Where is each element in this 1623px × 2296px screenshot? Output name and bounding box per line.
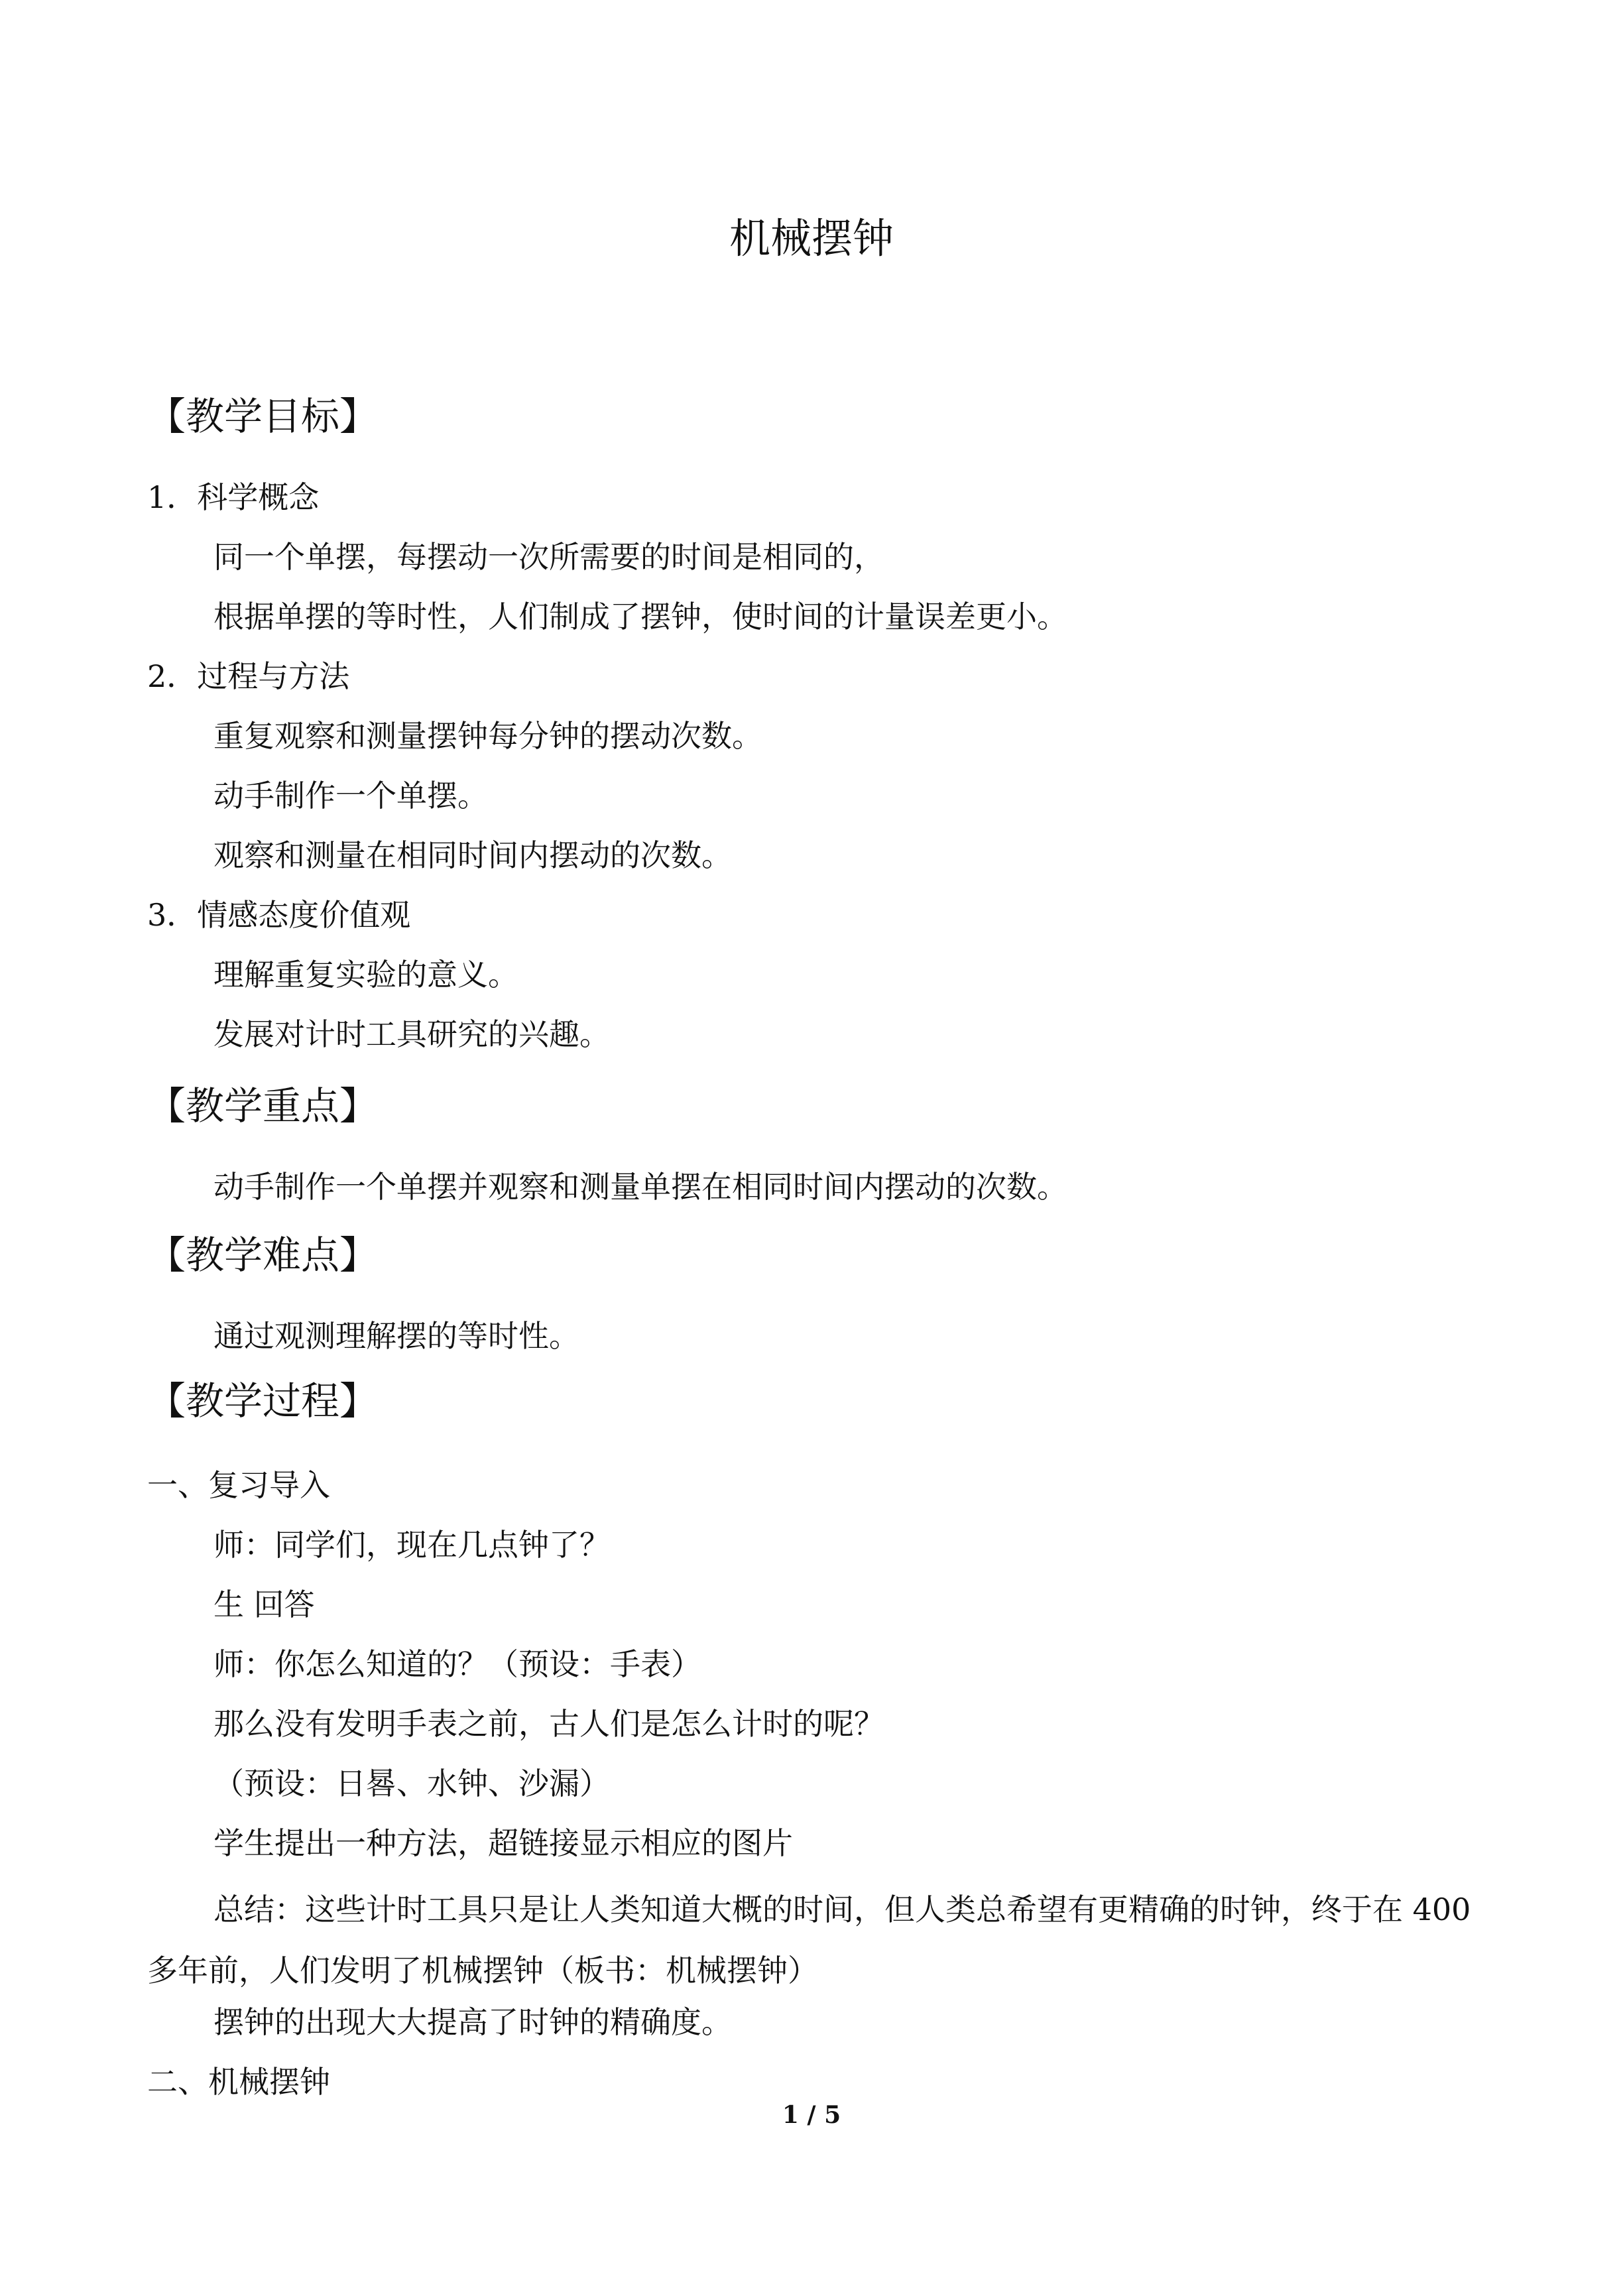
objective-2-line-3: 观察和测量在相同时间内摆动的次数。 <box>213 837 732 873</box>
section-heading-process: 【教学过程】 <box>147 1378 379 1423</box>
objective-label-1: 1．科学概念 <box>147 479 320 515</box>
objective-label-3: 3．情感态度价值观 <box>147 897 411 933</box>
key-points-text: 动手制作一个单摆并观察和测量单摆在相同时间内摆动的次数。 <box>213 1169 1067 1205</box>
objective-3-line-1: 理解重复实验的意义。 <box>213 957 518 993</box>
process-part2-label: 二、机械摆钟 <box>147 2064 330 2100</box>
objective-label-2: 2．过程与方法 <box>147 658 350 694</box>
process-after-summary: 摆钟的出现大大提高了时钟的精确度。 <box>213 2004 732 2040</box>
process-line-4: 那么没有发明手表之前，古人们是怎么计时的呢？ <box>213 1706 884 1742</box>
difficulties-text: 通过观测理解摆的等时性。 <box>213 1318 579 1354</box>
document-title: 机械摆钟 <box>729 214 894 263</box>
process-line-1: 师：同学们，现在几点钟了？ <box>213 1527 610 1563</box>
process-part1-label: 一、复习导入 <box>147 1467 330 1503</box>
objective-1-line-1: 同一个单摆，每摆动一次所需要的时间是相同的， <box>213 539 884 575</box>
process-line-3: 师：你怎么知道的？（预设：手表） <box>213 1646 701 1682</box>
objective-2-line-1: 重复观察和测量摆钟每分钟的摆动次数。 <box>213 718 762 754</box>
page-number: 1 / 5 <box>782 2101 841 2129</box>
objective-3-line-2: 发展对计时工具研究的兴趣。 <box>213 1016 610 1052</box>
process-line-6: 学生提出一种方法，超链接显示相应的图片 <box>213 1825 793 1861</box>
section-heading-objectives: 【教学目标】 <box>147 394 379 439</box>
process-summary-paragraph: 总结：这些计时工具只是让人类知道大概的时间，但人类总希望有更精确的时钟，终于在 400 多年前，人们发明了机械摆钟（板书：机械摆钟） <box>147 1892 1471 1988</box>
process-line-2: 生 回答 <box>213 1587 315 1622</box>
objective-2-line-2: 动手制作一个单摆。 <box>213 778 488 814</box>
section-heading-key-points: 【教学重点】 <box>147 1083 379 1128</box>
section-heading-difficulties: 【教学难点】 <box>147 1233 379 1278</box>
objective-1-line-2: 根据单摆的等时性，人们制成了摆钟，使时间的计量误差更小。 <box>213 599 1067 634</box>
process-line-5: （预设：日晷、水钟、沙漏） <box>213 1766 610 1801</box>
